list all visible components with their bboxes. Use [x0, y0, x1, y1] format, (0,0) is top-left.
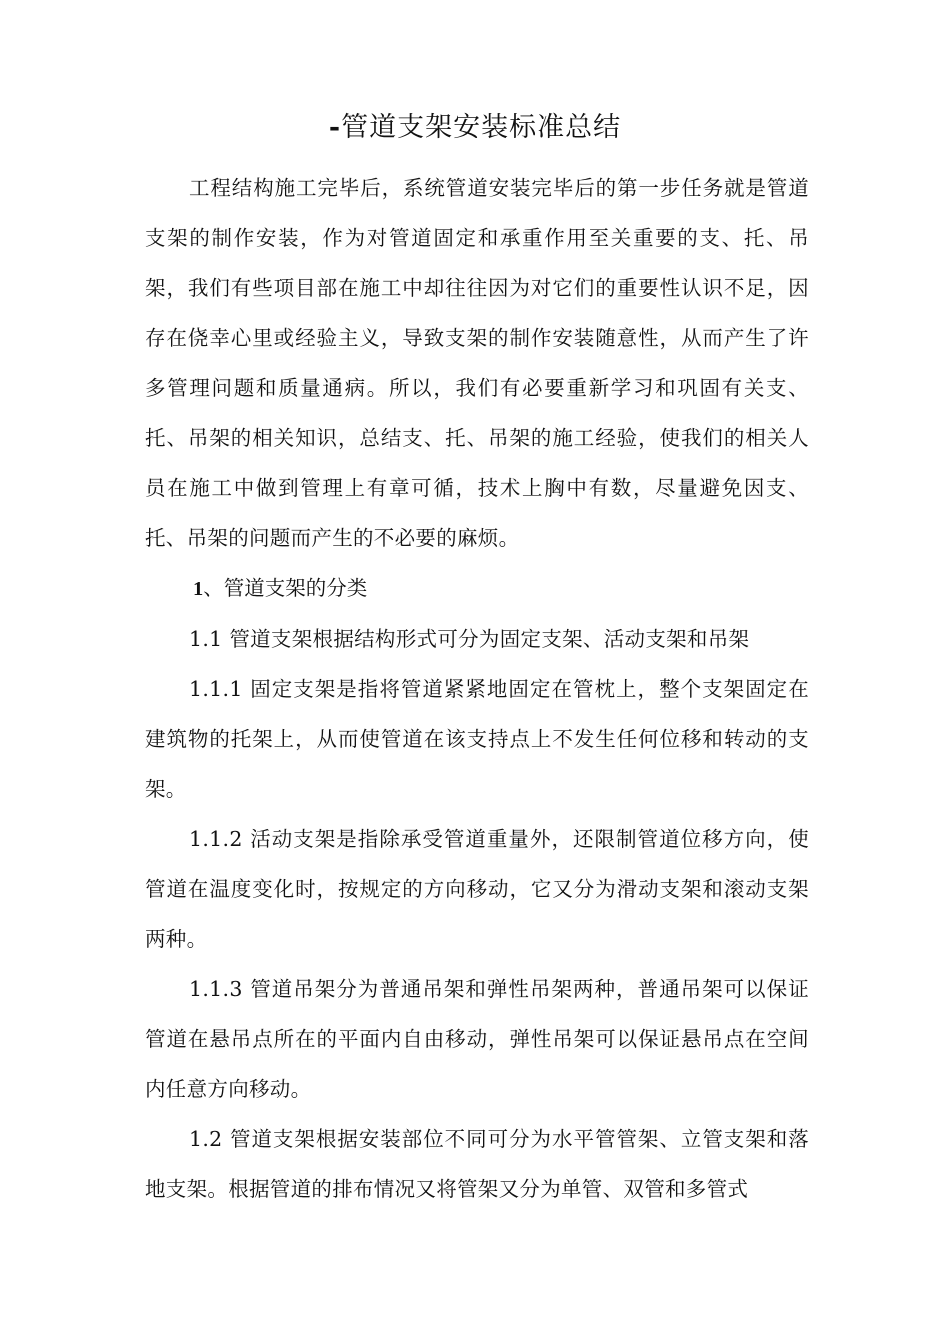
section-title: 、管道支架的分类 [203, 576, 368, 600]
paragraph-1-1-3: 1.1.3 管道吊架分为普通吊架和弹性吊架两种，普通吊架可以保证管道在悬吊点所在的平面内自由移动，弹性吊架可以保证悬吊点在空间内任意方向移动。 [145, 977, 809, 1101]
paragraph-1-1: 1.1 管道支架根据结构形式可分为固定支架、活动支架和吊架 [189, 627, 750, 651]
section-heading-1 [145, 563, 809, 614]
paragraph-1-2: 1.2 管道支架根据安装部位不同可分为水平管管架、立管支架和落地支架。根据管道的排布情况又将管架又分为单管、双管和多管式 [145, 1127, 809, 1201]
page-title [0, 108, 950, 148]
paragraph-1-1-2: 1.1.2 活动支架是指除承受管道重量外，还限制管道位移方向，使管道在温度变化时，按规定的方向移动，它又分为滑动支架和滚动支架两种。 [145, 827, 809, 951]
intro-paragraph: 工程结构施工完毕后，系统管道安装完毕后的第一步任务就是管道支架的制作安装，作为对管道固定和承重作用至关重要的支、托、吊架，我们有些项目部在施工中却往往因为对它们的重要性认识不足，因存在侥幸心里或经验主义，导致支架的制作安装随意性，从而产生了许多管理问题和质量通病。所以，我们有必要重新学习和巩固有关支、托、吊架的相关知识，总结支、托、吊架的施工经验，使我们的相关人员在施工中做到管理上有章可循，技术上胸中有数，尽量避免因支、托、吊架的问题而产生的不必要的麻烦。 [145, 176, 809, 550]
document-body [145, 163, 809, 1214]
section-number: 1 [193, 578, 204, 600]
title-text: 管道支架安装标准总结 [341, 112, 622, 143]
paragraph-1-1-1: 1.1.1 固定支架是指将管道紧紧地固定在管枕上，整个支架固定在建筑物的托架上，从而使管道在该支持点上不发生任何位移和转动的支架。 [145, 677, 809, 801]
title-prefix: - [328, 112, 342, 143]
